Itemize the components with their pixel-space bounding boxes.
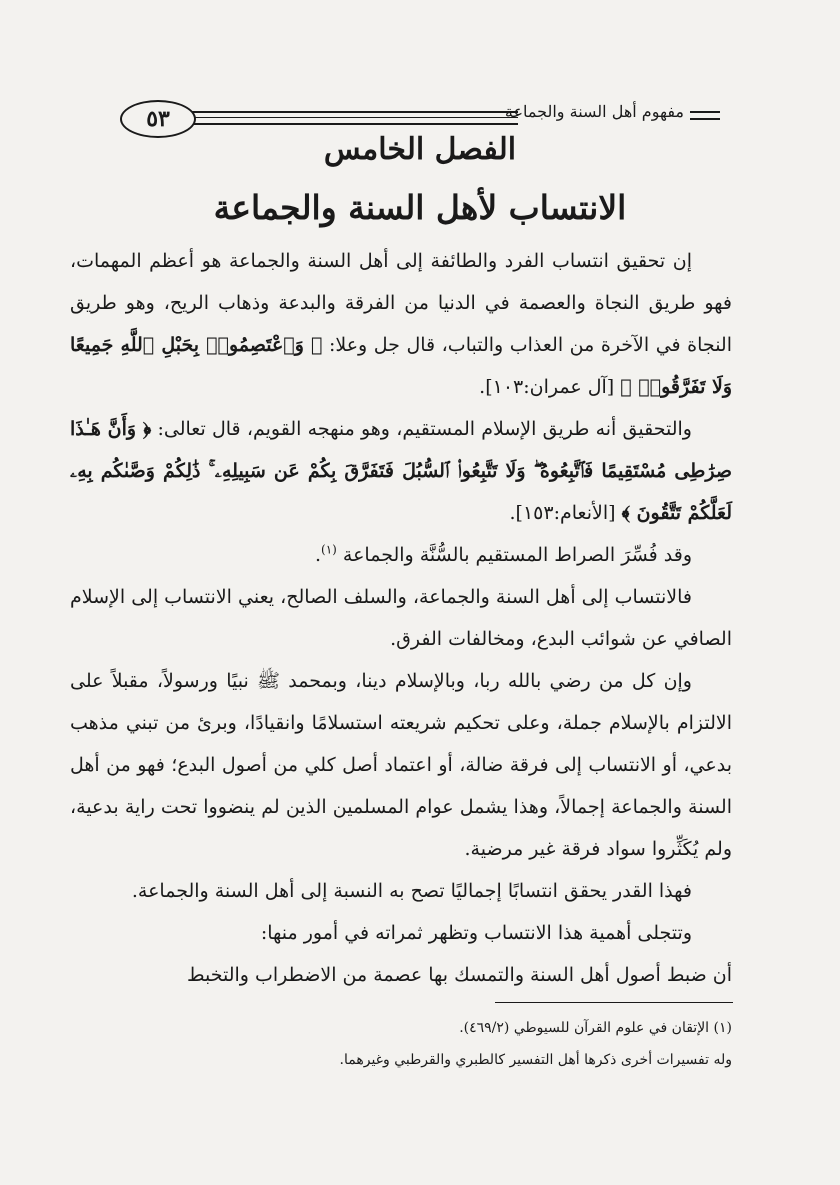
verse-reference: [الأنعام:١٥٣]. [509, 502, 622, 524]
header-rule [188, 117, 518, 118]
paragraph: فهذا القدر يحقق انتسابًا إجماليًا تصح به النسبة إلى أهل السنة والجماعة. [131, 880, 692, 902]
body-text [70, 240, 732, 996]
text: والتحقيق أنه طريق الإسلام المستقيم، وهو منهجه القويم، قال تعالى: [151, 418, 692, 440]
footnote: وله تفسيرات أخرى ذكرها أهل التفسير كالطبري والقرطبي وغيرهما. [339, 1052, 732, 1068]
paragraph: فالانتساب إلى أهل السنة والجماعة، والسلف الصالح، يعني الانتساب إلى الإسلام الصافي عن شوائب البدع، ومخالفات الفرق. [70, 586, 732, 650]
footnote: (١) الإتقان في علوم القرآن للسيوطي (٤٦٩/٢). [459, 1020, 732, 1036]
text: وقد فُسِّرَ الصراط المستقيم بالسُّنَّة والجماعة [342, 544, 692, 566]
header-ornament [690, 118, 720, 120]
chapter-title: الفصل الخامس [323, 132, 517, 167]
running-title: مفهوم أهل السنة والجماعة [504, 102, 684, 121]
header-rule [188, 111, 518, 113]
header-ornament [690, 111, 720, 113]
paragraph [70, 408, 732, 534]
footnotes [70, 1012, 732, 1076]
text: إن تحقيق انتساب الفرد والطائفة إلى أهل السنة والجماعة هو أعظم المهمات، فهو طريق النجاة والعصمة في الدنيا من الفرقة والبدعة وذهاب الريح، وهو طريق النجاة في الآخرة من العذاب والتباب، قال جل وعلا: [70, 250, 732, 356]
paragraph: وإن كل من رضي بالله ربا، وبالإسلام دينا، وبمحمد ﷺ نبيًا ورسولاً، مقبلاً على الالتزام بالإسلام جملة، وعلى تحكيم شريعته استسلامًا وانقيادًا، وبرئ من تبني مذهب بدعي، أو الانتساب إلى فرقة ضالة، أو اعتماد أصل كلي من أصول البدع؛ فهو من أهل السنة والجماعة إجمالاً، وهذا يشمل عوام المسلمين الذين لم ينضووا تحت راية بدعية، ولم يُكَثِّروا سواد فرقة غير مرضية. [70, 670, 732, 860]
page-number-badge [120, 100, 196, 138]
section-title: الانتساب لأهل السنة والجماعة [213, 188, 627, 227]
book-page [70, 90, 770, 1110]
text: . [314, 544, 322, 566]
header-rule [188, 123, 518, 125]
paragraph [70, 534, 732, 576]
quran-verse: ﴿ وَأَنَّ هَـٰذَا صِرَٰطِى مُسْتَقِيمًا فَٱتَّبِعُوهُ ۖ وَلَا تَتَّبِعُوا۟ ٱلسُّبُلَ فَتَفَرَّقَ بِكُمْ عَن سَبِيلِهِۦ ۚ ذَٰلِكُمْ وَصَّىٰكُم بِهِۦ لَعَلَّكُمْ تَتَّقُونَ ﴾ [70, 418, 732, 524]
paragraph [70, 240, 732, 408]
quran-verse: ﴿ وَٱعْتَصِمُوا۟ بِحَبْلِ ٱللَّهِ جَمِيعًا وَلَا تَفَرَّقُوا۟ ﴾ [70, 334, 732, 398]
paragraph: أن ضبط أصول أهل السنة والتمسك بها عصمة من الاضطراب والتخبط [186, 964, 732, 986]
footnote-marker: (١) [321, 542, 337, 557]
page-header [120, 100, 720, 136]
page-number: ٥٣ [146, 106, 170, 132]
paragraph: وتتجلى أهمية هذا الانتساب وتظهر ثمراته في أمور منها: [260, 922, 692, 944]
verse-reference: [آل عمران:١٠٣]. [479, 376, 621, 398]
footnote-separator [495, 1002, 733, 1003]
